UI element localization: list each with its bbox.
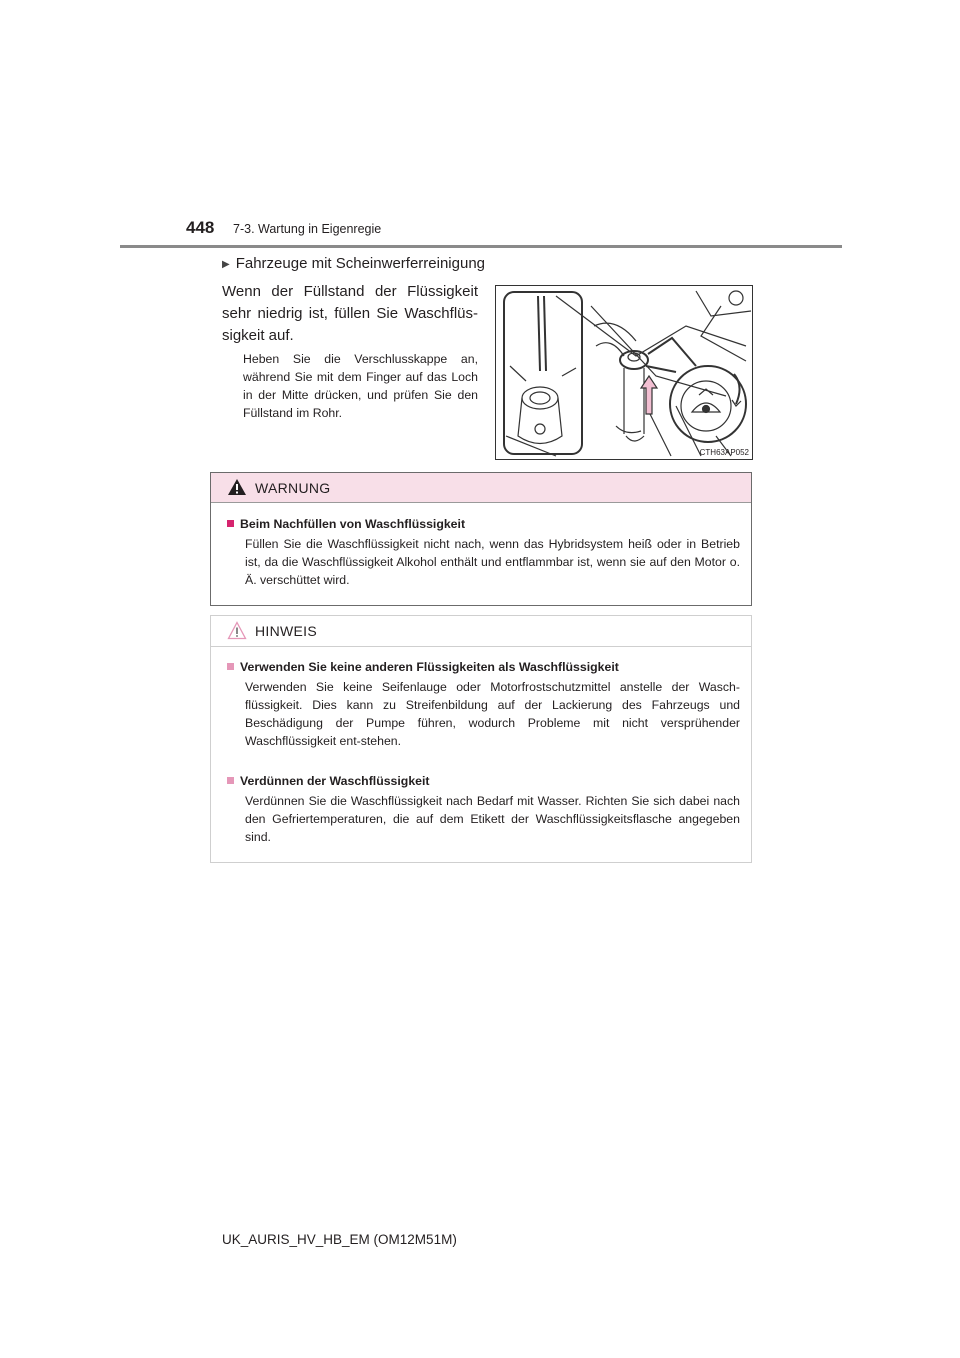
subheading bbox=[222, 255, 485, 272]
warning-triangle-icon bbox=[227, 478, 247, 496]
engine-bay-drawing bbox=[496, 286, 752, 459]
notice-item-text: Verwenden Sie keine Seifenlauge oder Motorfrostschutzmittel anstelle der Wasch-flüssigkeit. Dies kann zu Streifenbildung auf der Lackierung des Fahrzeugs und Beschädigung der Pumpe führen, wodurch Probleme mit nicht versprühender Waschflüssigkeit ent-stehen. bbox=[245, 680, 740, 748]
square-bullet-icon bbox=[227, 777, 234, 784]
warning-box bbox=[210, 472, 752, 606]
figure-code: CTH63AP052 bbox=[699, 448, 749, 457]
section-title: 7-3. Wartung in Eigenregie bbox=[233, 222, 382, 236]
notice-item-text: Verdünnen Sie die Waschflüssigkeit nach Bedarf mit Wasser. Richten Sie sich dabei nach den Gefriertemperaturen, die auf dem Etikett der Waschflüssigkeitsflasche angegeben sind. bbox=[245, 794, 740, 844]
notice-item-title: Verdünnen der Waschflüssigkeit bbox=[227, 774, 430, 788]
notice-item-title: Verwenden Sie keine anderen Flüssigkeiten als Waschflüssigkeit bbox=[227, 660, 619, 674]
triangle-bullet-icon: ▶ bbox=[222, 259, 230, 270]
notice-header bbox=[211, 616, 751, 647]
square-bullet-icon bbox=[227, 520, 234, 527]
warning-title: WARNUNG bbox=[255, 480, 331, 496]
document-id: UK_AURIS_HV_HB_EM (OM12M51M) bbox=[222, 1232, 457, 1247]
header-divider bbox=[120, 245, 842, 248]
lead-paragraph: Wenn der Füllstand der Flüssigkeit sehr niedrig ist, füllen Sie Waschflüs-sigkeit auf. bbox=[222, 283, 478, 344]
warning-header bbox=[211, 473, 751, 503]
subheading-text: Fahrzeuge mit Scheinwerferreinigung bbox=[235, 255, 485, 272]
square-bullet-icon bbox=[227, 663, 234, 670]
page-number: 448 bbox=[186, 218, 215, 237]
warning-item-title: Beim Nachfüllen von Waschflüssigkeit bbox=[227, 517, 465, 531]
warning-item-text: Füllen Sie die Waschflüssigkeit nicht nach, wenn das Hybridsystem heiß oder in Betrieb ist, da die Waschflüssigkeit Alkohol enthält und entflammbar ist, wenn sie auf den Motor o. Ä. verschüttet wird. bbox=[245, 537, 740, 587]
caution-triangle-icon bbox=[227, 621, 247, 640]
notice-title: HINWEIS bbox=[255, 623, 317, 639]
detail-paragraph: Heben Sie die Verschlusskappe an, während Sie mit dem Finger auf das Loch in der Mitte drücken, und prüfen Sie den Füllstand im Rohr. bbox=[243, 352, 478, 420]
notice-box bbox=[210, 615, 752, 863]
washer-reservoir-illustration bbox=[495, 285, 753, 460]
